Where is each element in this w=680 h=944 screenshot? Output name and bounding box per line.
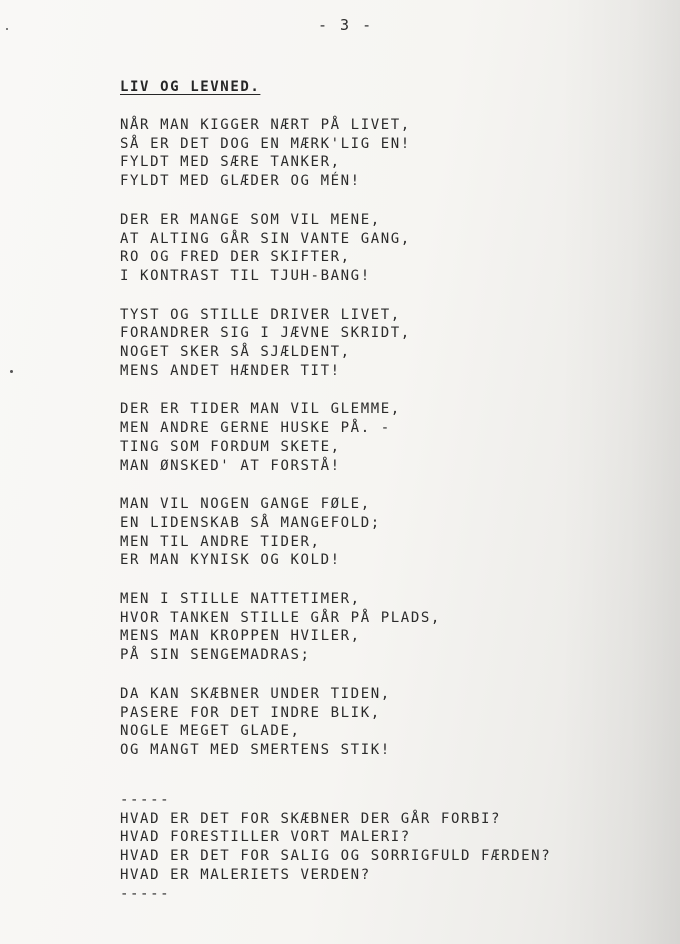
poem-line: TING SOM FORDUM SKETE,	[120, 438, 341, 455]
closing-questions	[120, 791, 660, 903]
poem-line: MEN I STILLE NATTETIMER,	[120, 591, 361, 608]
question-line: HVAD ER MALERIETS VERDEN?	[120, 866, 371, 883]
stanza-2	[120, 211, 640, 286]
poem-title: LIV OG LEVNED.	[120, 79, 261, 95]
stanza-5	[120, 495, 640, 570]
poem-line: TYST OG STILLE DRIVER LIVET,	[120, 306, 401, 323]
poem-line: MEN ANDRE GERNE HUSKE PÅ. -	[120, 420, 391, 437]
separator-dashes: -----	[120, 792, 171, 808]
poem-line: DER ER MANGE SOM VIL MENE,	[120, 211, 381, 228]
stanza-4	[120, 400, 640, 475]
poem-line: RO OG FRED DER SKIFTER,	[120, 249, 351, 266]
question-line: HVAD ER DET FOR SALIG OG SORRIGFULD FÆRDEN?	[120, 848, 552, 865]
poem-line: MAN VIL NOGEN GANGE FØLE,	[120, 496, 371, 513]
poem-line: FYLDT MED GLÆDER OG MÉN!	[120, 173, 361, 190]
poem-line: NOGLE MEGET GLADE,	[120, 723, 301, 740]
paper-speck	[10, 370, 13, 373]
poem-line: PÅ SIN SENGEMADRAS;	[120, 647, 311, 664]
poem-body	[120, 78, 640, 780]
poem-line: MEN TIL ANDRE TIDER,	[120, 533, 321, 550]
stanza-7	[120, 685, 640, 760]
poem-line: NÅR MAN KIGGER NÆRT PÅ LIVET,	[120, 117, 411, 133]
poem-line: NOGET SKER SÅ SJÆLDENT,	[120, 344, 351, 361]
poem-line: FYLDT MED SÆRE TANKER,	[120, 154, 341, 171]
stanza-3	[120, 306, 640, 381]
poem-line: DA KAN SKÆBNER UNDER TIDEN,	[120, 685, 391, 702]
poem-line: I KONTRAST TIL TJUH-BANG!	[120, 267, 371, 284]
page-number: - 3 -	[318, 16, 374, 34]
poem-line: MAN ØNSKED' AT FORSTÅ!	[120, 457, 341, 474]
separator-dashes: -----	[120, 885, 171, 902]
poem-line: MENS ANDET HÆNDER TIT!	[120, 362, 341, 379]
poem-line: ER MAN KYNISK OG KOLD!	[120, 552, 341, 569]
stanza-6	[120, 590, 640, 665]
stanza-1	[120, 116, 640, 191]
poem-line: HVOR TANKEN STILLE GÅR PÅ PLADS,	[120, 609, 441, 626]
poem-line: PASERE FOR DET INDRE BLIK,	[120, 704, 381, 721]
poem-line: AT ALTING GÅR SIN VANTE GANG,	[120, 230, 411, 247]
poem-line: MENS MAN KROPPEN HVILER,	[120, 628, 361, 645]
poem-line: OG MANGT MED SMERTENS STIK!	[120, 741, 391, 758]
poem-line: DER ER TIDER MAN VIL GLEMME,	[120, 401, 401, 418]
poem-line: EN LIDENSKAB SÅ MANGEFOLD;	[120, 514, 381, 531]
question-line: HVAD ER DET FOR SKÆBNER DER GÅR FORBI?	[120, 810, 502, 827]
question-line: HVAD FORESTILLER VORT MALERI?	[120, 829, 411, 846]
poem-line: FORANDRER SIG I JÆVNE SKRIDT,	[120, 325, 411, 342]
poem-line: SÅ ER DET DOG EN MÆRK'LIG EN!	[120, 135, 411, 152]
paper-speck	[6, 28, 8, 30]
